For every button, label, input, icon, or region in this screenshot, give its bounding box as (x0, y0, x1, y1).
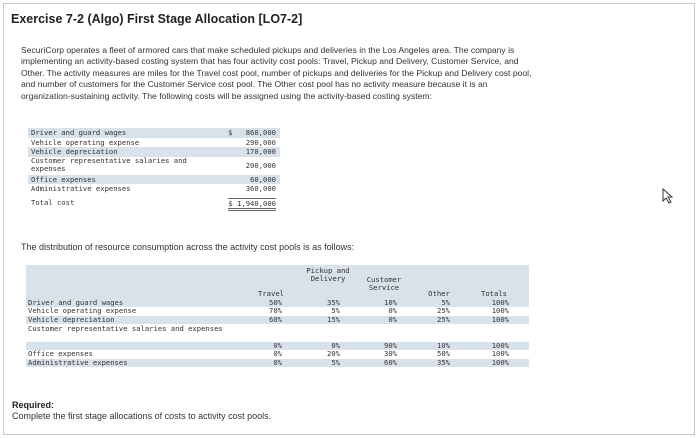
cost-total-amount: $ 1,940,000 (228, 198, 276, 211)
cost-amount: 200,000 (245, 160, 276, 170)
cost-total-row (28, 198, 280, 208)
pct-cell: 100% (491, 314, 509, 324)
column-header-customer-service: Customer Service (366, 275, 402, 293)
mouse-pointer-icon (662, 188, 676, 204)
cost-amount: 860,000 (245, 128, 276, 137)
pct-cell: 90% (384, 341, 397, 350)
cost-amount: 360,000 (245, 184, 276, 194)
pct-cell: 60% (384, 357, 397, 367)
pct-cell: 0% (388, 306, 397, 316)
required-instructions: Complete the first stage allocations of costs to activity cost pools. (12, 411, 272, 421)
cost-dollar-sign: $ (228, 128, 233, 137)
column-header-pickup: Pickup and Delivery (306, 266, 350, 284)
cost-amount: 170,000 (245, 147, 276, 157)
distribution-table (26, 265, 529, 372)
distribution-row-label: Office expenses (28, 349, 93, 359)
cost-label: Administrative expenses (31, 184, 131, 194)
pct-cell: 100% (491, 306, 509, 316)
pct-cell: 10% (437, 341, 450, 350)
cost-amount: 290,000 (245, 137, 276, 147)
costs-table (28, 128, 280, 208)
pct-cell: 100% (491, 357, 509, 367)
distribution-row-label: Administrative expenses (28, 357, 128, 367)
cost-label: Vehicle operating expense (31, 137, 140, 147)
exercise-title: Exercise 7-2 (Algo) First Stage Allocation [LO7-2] (11, 12, 303, 26)
pct-cell: 35% (437, 357, 450, 367)
pct-cell: 0% (388, 314, 397, 324)
pct-cell: 30% (384, 349, 397, 359)
pct-cell: 0% (273, 357, 282, 367)
pct-cell: 20% (327, 349, 340, 359)
cost-row (28, 175, 280, 185)
distribution-intro: The distribution of resource consumption across the activity cost pools is as follows: (21, 242, 355, 252)
distribution-row-label: Vehicle operating expense (28, 306, 137, 316)
intro-line: organization-sustaining activity. The following costs will be assigned using the activity-based costing system: (21, 90, 432, 101)
pct-cell: 100% (491, 349, 509, 359)
cost-row (28, 128, 280, 138)
cost-row (28, 184, 280, 194)
pct-cell: 35% (327, 298, 340, 307)
intro-line: and number of customers for the Customer Service cost pool. The Other cost pool has no activity measure because it is an (21, 79, 488, 90)
intro-line: Other. The activity measures are miles for the Travel cost pool, number of pickups and deliveries for the Pickup and Delivery cost pool, (21, 67, 532, 78)
pct-cell: 25% (437, 306, 450, 316)
cost-label: Driver and guard wages (31, 128, 127, 137)
column-header-totals: Totals (481, 289, 507, 298)
pct-cell: 100% (491, 298, 509, 307)
cost-row (28, 157, 280, 175)
cost-amount: 60,000 (250, 174, 276, 184)
pct-cell: 0% (273, 349, 282, 359)
column-header-travel: Travel (258, 289, 284, 298)
pct-cell: 50% (269, 298, 282, 307)
distribution-row-label: Customer representative salaries and expenses (28, 324, 223, 333)
cost-total-label: Total cost (31, 197, 75, 207)
distribution-row-label: Vehicle depreciation (28, 314, 115, 324)
pct-cell: 0% (331, 341, 340, 350)
pct-cell: 60% (269, 314, 282, 324)
pct-cell: 5% (441, 298, 450, 307)
intro-line: implementing an activity-based costing system that has four activity cost pools: Travel, Pickup and Delivery, Customer Service, and (21, 56, 519, 67)
pct-cell: 5% (331, 357, 340, 367)
pct-cell: 0% (273, 341, 282, 350)
cost-label: Vehicle depreciation (31, 147, 118, 157)
cost-row (28, 138, 280, 148)
pct-cell: 70% (269, 306, 282, 316)
pct-cell: 10% (384, 298, 397, 307)
pct-cell: 15% (327, 314, 340, 324)
pct-cell: 100% (491, 341, 509, 350)
distribution-row-label: Driver and guard wages (28, 298, 124, 307)
required-label: Required: (12, 400, 55, 410)
cost-label: Customer representative salaries and expenses (31, 155, 187, 174)
intro-line: SecuriCorp operates a fleet of armored cars that make scheduled pickups and deliveries in the Los Angeles area. The company is (21, 45, 515, 55)
intro-paragraph (21, 45, 675, 102)
cost-label: Office expenses (31, 174, 96, 184)
pct-cell: 5% (331, 306, 340, 316)
column-header-other: Other (428, 289, 450, 298)
pct-cell: 25% (437, 314, 450, 324)
pct-cell: 50% (437, 349, 450, 359)
